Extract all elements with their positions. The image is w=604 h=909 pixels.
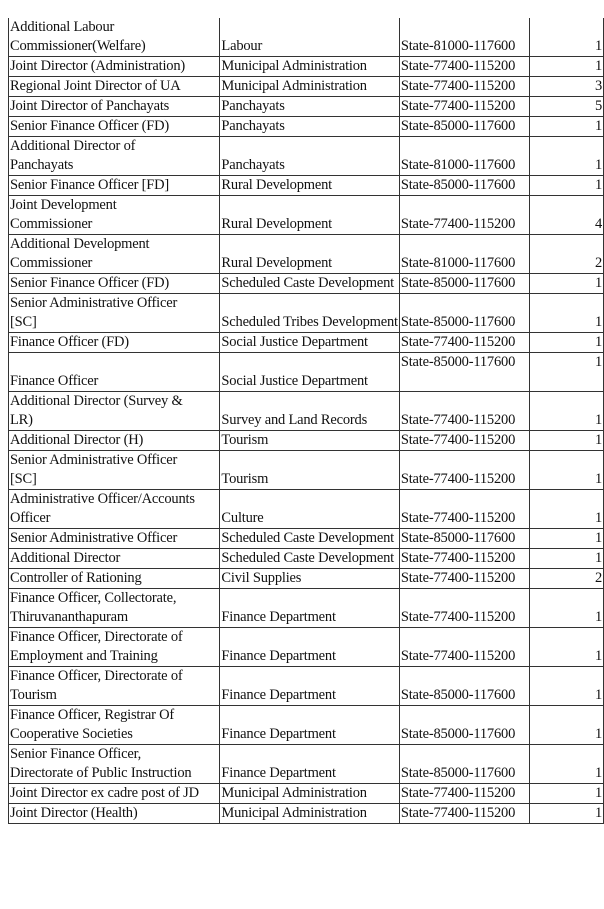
table-row [9,235,604,274]
pay-scale-cell: State-81000-117600 [399,235,529,274]
department-cell: Scheduled Caste Development [220,274,399,294]
post-cell: Finance Officer, Registrar Of Cooperative Societies [9,706,220,745]
pay-scale-cell: State-77400-115200 [399,549,529,569]
department-cell: Social Justice Department [220,353,399,392]
vacancy-count-cell: 1 [529,117,603,137]
department-cell: Finance Department [220,667,399,706]
pay-scale-cell: State-77400-115200 [399,333,529,353]
vacancy-count-cell: 2 [529,235,603,274]
post-cell: Finance Officer, Directorate of Tourism [9,667,220,706]
table-row [9,529,604,549]
post-cell: Administrative Officer/Accounts Officer [9,490,220,529]
post-cell: Senior Finance Officer [FD] [9,176,220,196]
vacancy-count-cell: 4 [529,196,603,235]
department-cell: Municipal Administration [220,57,399,77]
table-row [9,490,604,529]
post-cell: Senior Administrative Officer [SC] [9,294,220,333]
department-cell: Panchayats [220,97,399,117]
vacancy-count-cell: 1 [529,804,603,824]
table-row [9,569,604,589]
table-row [9,176,604,196]
post-cell: Senior Administrative Officer [SC] [9,451,220,490]
post-cell: Additional Director of Panchayats [9,137,220,176]
department-cell: Rural Development [220,196,399,235]
department-cell: Scheduled Caste Development [220,549,399,569]
post-cell: Finance Officer, Directorate of Employment and Training [9,628,220,667]
table-row [9,628,604,667]
vacancy-count-cell: 1 [529,431,603,451]
post-cell: Senior Finance Officer (FD) [9,117,220,137]
pay-scale-cell: State-85000-117600 [399,353,529,392]
pay-scale-cell: State-85000-117600 [399,667,529,706]
department-cell: Rural Development [220,235,399,274]
pay-scale-cell: State-77400-115200 [399,451,529,490]
vacancy-count-cell: 5 [529,97,603,117]
post-cell: Joint Director (Administration) [9,57,220,77]
pay-scale-cell: State-85000-117600 [399,529,529,549]
vacancy-count-cell: 1 [529,333,603,353]
department-cell: Survey and Land Records [220,392,399,431]
department-cell: Rural Development [220,176,399,196]
department-cell: Municipal Administration [220,784,399,804]
department-cell: Finance Department [220,628,399,667]
post-cell: Senior Finance Officer, Directorate of Public Instruction [9,745,220,784]
department-cell: Municipal Administration [220,804,399,824]
pay-scale-cell: State-77400-115200 [399,431,529,451]
post-cell: Senior Finance Officer (FD) [9,274,220,294]
pay-scale-cell: State-85000-117600 [399,176,529,196]
post-cell: Finance Officer, Collectorate, Thiruvananthapuram [9,589,220,628]
department-cell: Municipal Administration [220,77,399,97]
department-cell: Labour [220,18,399,57]
table-row [9,196,604,235]
vacancy-count-cell: 1 [529,294,603,333]
post-cell: Additional Development Commissioner [9,235,220,274]
vacancy-count-cell: 1 [529,137,603,176]
vacancy-count-cell: 1 [529,176,603,196]
pay-scale-cell: State-77400-115200 [399,589,529,628]
vacancy-count-cell: 1 [529,628,603,667]
table-row [9,549,604,569]
department-cell: Social Justice Department [220,333,399,353]
table-row [9,274,604,294]
department-cell: Finance Department [220,706,399,745]
table-row [9,667,604,706]
table-row [9,57,604,77]
post-cell: Joint Director ex cadre post of JD [9,784,220,804]
vacancy-count-cell: 1 [529,745,603,784]
department-cell: Finance Department [220,745,399,784]
table-row [9,392,604,431]
department-cell: Panchayats [220,117,399,137]
post-cell: Additional Director (H) [9,431,220,451]
department-cell: Tourism [220,451,399,490]
pay-scale-cell: State-85000-117600 [399,294,529,333]
department-cell: Culture [220,490,399,529]
table-row [9,589,604,628]
posts-table-body [9,18,604,824]
post-cell: Finance Officer [9,353,220,392]
pay-scale-cell: State-77400-115200 [399,77,529,97]
pay-scale-cell: State-85000-117600 [399,274,529,294]
vacancy-count-cell: 1 [529,490,603,529]
vacancy-count-cell: 1 [529,18,603,57]
department-cell: Civil Supplies [220,569,399,589]
table-row [9,18,604,57]
table-row [9,333,604,353]
pay-scale-cell: State-85000-117600 [399,706,529,745]
vacancy-count-cell: 1 [529,549,603,569]
vacancy-count-cell: 1 [529,274,603,294]
post-cell: Controller of Rationing [9,569,220,589]
table-row [9,706,604,745]
table-row [9,804,604,824]
pay-scale-cell: State-77400-115200 [399,490,529,529]
vacancy-count-cell: 1 [529,353,603,392]
pay-scale-cell: State-81000-117600 [399,18,529,57]
pay-scale-cell: State-81000-117600 [399,137,529,176]
table-row [9,353,604,392]
pay-scale-cell: State-85000-117600 [399,745,529,784]
post-cell: Joint Director (Health) [9,804,220,824]
pay-scale-cell: State-77400-115200 [399,196,529,235]
post-cell: Finance Officer (FD) [9,333,220,353]
vacancy-count-cell: 1 [529,529,603,549]
post-cell: Regional Joint Director of UA [9,77,220,97]
department-cell: Tourism [220,431,399,451]
table-row [9,431,604,451]
post-cell: Senior Administrative Officer [9,529,220,549]
pay-scale-cell: State-77400-115200 [399,804,529,824]
pay-scale-cell: State-85000-117600 [399,117,529,137]
vacancy-count-cell: 1 [529,784,603,804]
vacancy-count-cell: 1 [529,667,603,706]
posts-table [8,18,604,824]
vacancy-count-cell: 2 [529,569,603,589]
table-row [9,137,604,176]
post-cell: Additional Director [9,549,220,569]
vacancy-count-cell: 1 [529,589,603,628]
vacancy-count-cell: 3 [529,77,603,97]
vacancy-count-cell: 1 [529,57,603,77]
post-cell: Additional Director (Survey & LR) [9,392,220,431]
table-row [9,745,604,784]
table-row [9,784,604,804]
pay-scale-cell: State-77400-115200 [399,628,529,667]
table-row [9,117,604,137]
post-cell: Joint Director of Panchayats [9,97,220,117]
department-cell: Scheduled Tribes Development [220,294,399,333]
department-cell: Finance Department [220,589,399,628]
table-row [9,77,604,97]
vacancy-count-cell: 1 [529,392,603,431]
vacancy-count-cell: 1 [529,706,603,745]
post-cell: Additional Labour Commissioner(Welfare) [9,18,220,57]
table-row [9,294,604,333]
department-cell: Panchayats [220,137,399,176]
table-row [9,451,604,490]
post-cell: Joint Development Commissioner [9,196,220,235]
table-row [9,97,604,117]
pay-scale-cell: State-77400-115200 [399,97,529,117]
pay-scale-cell: State-77400-115200 [399,784,529,804]
vacancy-count-cell: 1 [529,451,603,490]
pay-scale-cell: State-77400-115200 [399,57,529,77]
pay-scale-cell: State-77400-115200 [399,392,529,431]
department-cell: Scheduled Caste Development [220,529,399,549]
pay-scale-cell: State-77400-115200 [399,569,529,589]
